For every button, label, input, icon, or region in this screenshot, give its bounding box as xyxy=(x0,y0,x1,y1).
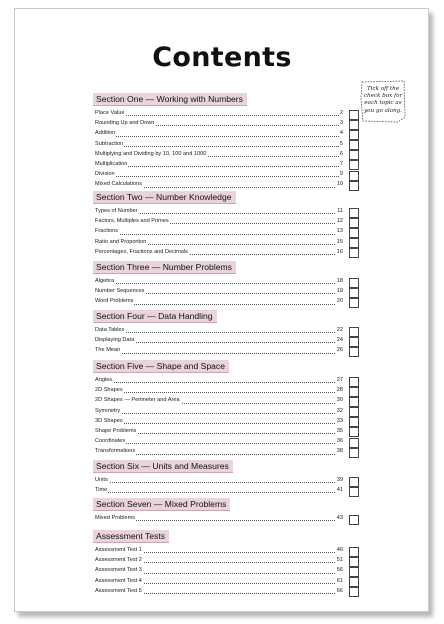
tick-checkbox[interactable] xyxy=(349,120,359,130)
note-text xyxy=(362,86,404,115)
note-line: check box for xyxy=(363,93,403,100)
tick-checkbox[interactable] xyxy=(349,140,359,150)
entry-label: Number Sequences xyxy=(95,288,145,295)
entry-label: Assessment Test 1 xyxy=(95,547,142,553)
dot-leader xyxy=(95,146,343,147)
toc-entry xyxy=(93,476,361,486)
toc-entry xyxy=(93,227,361,237)
entry-page-number: 6 xyxy=(339,150,343,157)
toc-section xyxy=(93,257,361,308)
toc-section xyxy=(93,356,361,458)
toc-section xyxy=(93,526,361,597)
page-title: Contents xyxy=(152,42,292,73)
toc-entry xyxy=(93,109,361,119)
entry-page-number: 15 xyxy=(336,238,343,245)
toc-entry xyxy=(93,577,361,587)
toc-entry xyxy=(93,396,361,406)
entry-label: Displaying Data xyxy=(95,337,135,344)
entry-page-number: 46 xyxy=(336,547,343,553)
toc-section xyxy=(93,456,361,496)
entry-label: Ratio and Proportion xyxy=(95,238,147,245)
tick-checkbox[interactable] xyxy=(349,238,359,248)
toc-entry xyxy=(93,150,361,160)
entry-page-number: 24 xyxy=(336,337,343,344)
entry-label: Addition xyxy=(95,130,116,137)
toc-entry xyxy=(93,336,361,346)
dot-leader xyxy=(95,413,343,414)
entry-page-number: 20 xyxy=(336,298,343,305)
entry-page-number: 12 xyxy=(336,218,343,225)
tick-checkbox[interactable] xyxy=(349,387,359,397)
entry-page-number: 41 xyxy=(336,487,343,494)
entry-label: Rounding Up and Down xyxy=(95,120,155,127)
tick-checkbox[interactable] xyxy=(349,150,359,160)
entry-label: Subtraction xyxy=(95,140,124,147)
entry-label: Multiplying and Dividing by 10, 100 and 1000 xyxy=(95,150,207,157)
dot-leader xyxy=(95,283,343,284)
toc-entry xyxy=(93,407,361,417)
dot-leader xyxy=(95,332,343,333)
entry-page-number: 27 xyxy=(336,377,343,383)
toc-entry xyxy=(93,376,361,386)
tick-checkbox[interactable] xyxy=(349,577,359,587)
entry-label: Algebra xyxy=(95,278,115,284)
toc-entry xyxy=(93,119,361,129)
entry-page-number: 56 xyxy=(336,567,343,574)
section-header: Section Six — Units and Measures xyxy=(93,460,233,473)
entry-page-number: 16 xyxy=(336,248,343,255)
tick-checkbox[interactable] xyxy=(349,397,359,407)
section-header: Section Five — Shape and Space xyxy=(93,360,229,373)
tick-checkbox[interactable] xyxy=(349,567,359,577)
entry-page-number: 2 xyxy=(339,110,343,116)
tick-checkbox[interactable] xyxy=(349,417,359,427)
entry-label: Factors, Multiples and Primes xyxy=(95,218,169,225)
entry-page-number: 19 xyxy=(336,288,343,295)
entry-page-number: 66 xyxy=(336,587,343,594)
entry-label: Fractions xyxy=(95,228,119,235)
toc-section xyxy=(93,494,361,524)
entry-page-number: 22 xyxy=(336,327,343,333)
dot-leader xyxy=(95,482,343,483)
toc-entry xyxy=(93,140,361,150)
entry-page-number: 33 xyxy=(336,417,343,424)
entry-label: 2D Shapes xyxy=(95,387,123,394)
entry-label: 2D Shapes — Perimeter and Area xyxy=(95,397,180,404)
entry-page-number: 7 xyxy=(339,160,343,167)
tick-checkbox[interactable] xyxy=(349,218,359,228)
entry-page-number: 18 xyxy=(336,278,343,284)
entry-page-number: 28 xyxy=(336,387,343,394)
section-header: Assessment Tests xyxy=(93,530,169,543)
note-line: you go along. xyxy=(363,107,403,114)
entry-page-number: 3 xyxy=(339,120,343,127)
toc-entry xyxy=(93,514,361,524)
tick-checkbox[interactable] xyxy=(349,327,359,337)
entry-label: Assessment Test 4 xyxy=(95,577,142,584)
toc-entry xyxy=(93,546,361,556)
entry-label: Shape Problems xyxy=(95,427,137,434)
toc-entry xyxy=(93,129,361,139)
entry-page-number: 5 xyxy=(339,140,343,147)
toc-entry xyxy=(93,437,361,447)
entry-page-number: 9 xyxy=(339,171,343,178)
entry-label: Place Value xyxy=(95,110,125,116)
tick-checkbox[interactable] xyxy=(349,110,359,120)
entry-label: Data Tables xyxy=(95,327,125,333)
entry-label: Word Problems xyxy=(95,298,134,305)
toc-entry xyxy=(93,587,361,597)
tick-checkbox[interactable] xyxy=(349,160,359,170)
tick-note xyxy=(358,79,408,124)
note-line: Tick off the xyxy=(366,86,400,92)
dot-leader xyxy=(95,136,343,137)
entry-page-number: 13 xyxy=(336,228,343,235)
entry-label: Symmetry xyxy=(95,407,121,414)
dot-leader xyxy=(95,392,343,393)
tick-checkbox[interactable] xyxy=(349,228,359,238)
entry-page-number: 36 xyxy=(336,438,343,445)
toc-entry xyxy=(93,170,361,180)
dot-leader xyxy=(95,234,343,235)
tick-checkbox[interactable] xyxy=(349,407,359,417)
entry-label: Mixed Problems xyxy=(95,515,136,521)
entry-page-number: 51 xyxy=(336,557,343,564)
section-header: Section Three — Number Problems xyxy=(93,261,236,274)
toc-entry xyxy=(93,386,361,396)
entry-label: Coordinates xyxy=(95,438,126,445)
toc-entry xyxy=(93,277,361,287)
tick-checkbox[interactable] xyxy=(349,547,359,557)
note-line: each topic as xyxy=(364,100,402,107)
dot-leader xyxy=(95,166,343,167)
tick-checkbox[interactable] xyxy=(349,477,359,487)
entry-label: Angles xyxy=(95,377,113,383)
dot-leader xyxy=(95,115,343,116)
tick-checkbox[interactable] xyxy=(349,515,359,525)
tick-checkbox[interactable] xyxy=(349,587,359,597)
entry-page-number: 26 xyxy=(336,347,343,354)
dot-leader xyxy=(95,382,343,383)
tick-checkbox[interactable] xyxy=(349,208,359,218)
toc-entry xyxy=(93,417,361,427)
entry-label: Units xyxy=(95,477,108,483)
entry-page-number: 11 xyxy=(337,208,343,214)
toc-entry xyxy=(93,238,361,248)
entry-page-number: 30 xyxy=(336,397,343,404)
entry-page-number: 35 xyxy=(336,427,343,434)
entry-label: 3D Shapes xyxy=(95,417,123,424)
entry-label: Percentages, Fractions and Decimals xyxy=(95,248,188,255)
entry-label: Time xyxy=(95,487,108,494)
section-header: Section One — Working with Numbers xyxy=(93,93,247,106)
entry-page-number: 61 xyxy=(336,577,343,584)
toc-entry xyxy=(93,207,361,217)
toc-section xyxy=(93,89,361,191)
entry-label: Assessment Test 5 xyxy=(95,587,142,594)
section-header: Section Two — Number Knowledge xyxy=(93,191,236,204)
section-header: Section Seven — Mixed Problems xyxy=(93,498,230,511)
entry-page-number: 4 xyxy=(339,130,343,137)
entry-label: Multiplication xyxy=(95,160,128,167)
tick-checkbox[interactable] xyxy=(349,171,359,181)
toc-entry xyxy=(93,160,361,170)
dot-leader xyxy=(95,443,343,444)
entry-page-number: 43 xyxy=(336,515,343,521)
toc-section xyxy=(93,306,361,357)
entry-label: Division xyxy=(95,171,115,178)
tick-checkbox[interactable] xyxy=(349,337,359,347)
entry-label: The Mean xyxy=(95,347,121,354)
entry-page-number: 39 xyxy=(336,477,343,483)
dot-leader xyxy=(95,176,343,177)
entry-page-number: 10 xyxy=(336,181,343,188)
entry-label: Assessment Test 3 xyxy=(95,567,142,574)
entry-page-number: 38 xyxy=(336,448,343,455)
tick-checkbox[interactable] xyxy=(349,427,359,437)
tick-checkbox[interactable] xyxy=(349,278,359,288)
toc-section xyxy=(93,187,361,258)
toc-entry xyxy=(93,566,361,576)
toc-entry xyxy=(93,556,361,566)
dot-leader xyxy=(95,423,343,424)
section-header: Section Four — Data Handling xyxy=(93,310,217,323)
entry-label: Assessment Test 2 xyxy=(95,557,142,564)
entry-label: Mixed Calculations xyxy=(95,181,142,188)
dot-leader xyxy=(95,492,343,493)
tick-checkbox[interactable] xyxy=(349,288,359,298)
tick-checkbox[interactable] xyxy=(349,438,359,448)
entry-page-number: 32 xyxy=(336,407,343,414)
toc-entry xyxy=(93,217,361,227)
dot-leader xyxy=(95,353,343,354)
toc-entry xyxy=(93,427,361,437)
toc-entry xyxy=(93,326,361,336)
tick-checkbox[interactable] xyxy=(349,130,359,140)
toc-entry xyxy=(93,287,361,297)
tick-checkbox[interactable] xyxy=(349,557,359,567)
tick-checkbox[interactable] xyxy=(349,377,359,387)
entry-label: Types of Number xyxy=(95,208,138,214)
entry-label: Transformations xyxy=(95,448,136,455)
